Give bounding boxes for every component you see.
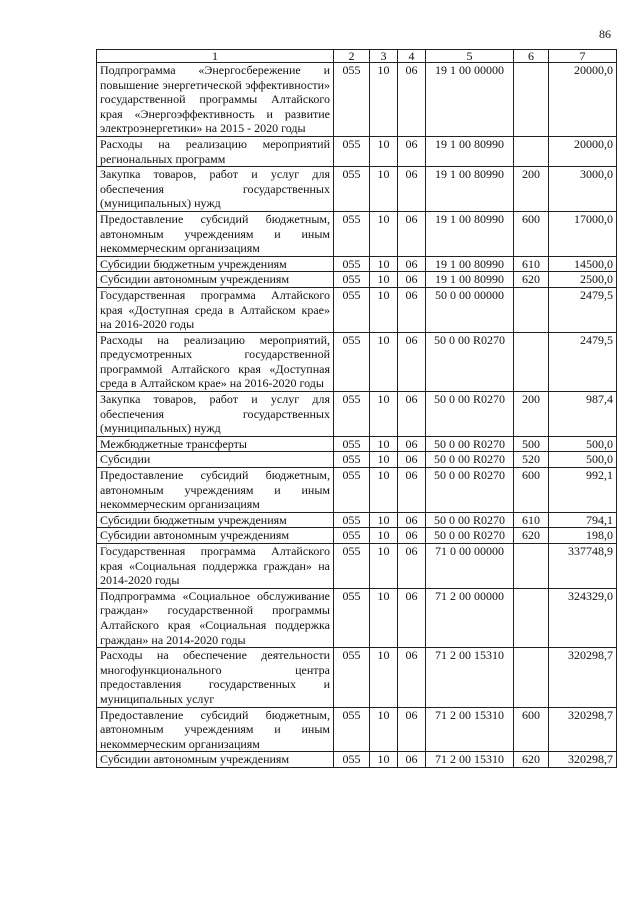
admin-code-cell: 055: [334, 588, 370, 647]
table-row: [97, 136, 617, 166]
row-name-cell: Предоставление субсидий бюджетным, автономным учреждениям и иным некоммерческим организациям: [97, 707, 334, 752]
table-row: [97, 272, 617, 288]
section-code-cell: 10: [370, 648, 398, 707]
expense-type-cell: [514, 287, 549, 332]
expense-type-cell: 200: [514, 167, 549, 212]
subsection-code-cell: 06: [398, 752, 426, 768]
row-name-cell: Закупка товаров, работ и услуг для обеспечения государственных (муниципальных) нужд: [97, 392, 334, 437]
subsection-code-cell: 06: [398, 528, 426, 544]
amount-cell: 20000,0: [549, 63, 617, 137]
subsection-code-cell: 06: [398, 287, 426, 332]
expense-type-cell: 620: [514, 528, 549, 544]
subsection-code-cell: 06: [398, 452, 426, 468]
amount-cell: 500,0: [549, 452, 617, 468]
table-row: [97, 452, 617, 468]
admin-code-cell: 055: [334, 468, 370, 513]
subsection-code-cell: 06: [398, 136, 426, 166]
amount-cell: 337748,9: [549, 544, 617, 589]
page-number: 86: [599, 27, 611, 41]
amount-cell: 2479,5: [549, 332, 617, 391]
row-name-cell: Подпрограмма «Социальное обслуживание граждан» государственной программы Алтайского края «Социальная поддержка граждан» на 2014-2020 годы: [97, 588, 334, 647]
admin-code-cell: 055: [334, 436, 370, 452]
expense-type-cell: 200: [514, 392, 549, 437]
column-header: 2: [334, 50, 370, 63]
subsection-code-cell: 06: [398, 167, 426, 212]
section-code-cell: 10: [370, 752, 398, 768]
section-code-cell: 10: [370, 211, 398, 256]
column-header: 4: [398, 50, 426, 63]
target-code-cell: 71 2 00 15310: [426, 707, 514, 752]
table-row: [97, 468, 617, 513]
expense-type-cell: [514, 136, 549, 166]
row-name-cell: Расходы на реализацию мероприятий, предусмотренных государственной программой Алтайского края «Доступная среда в Алтайском крае» на 2016-2020 годы: [97, 332, 334, 391]
table-row: [97, 544, 617, 589]
row-name-cell: Расходы на обеспечение деятельности многофункционального центра предоставления государственных и муниципальных услуг: [97, 648, 334, 707]
target-code-cell: 50 0 00 R0270: [426, 392, 514, 437]
target-code-cell: 71 2 00 00000: [426, 588, 514, 647]
expense-type-cell: [514, 588, 549, 647]
target-code-cell: 19 1 00 80990: [426, 136, 514, 166]
column-header: 3: [370, 50, 398, 63]
column-header: 5: [426, 50, 514, 63]
target-code-cell: 50 0 00 R0270: [426, 512, 514, 528]
expense-type-cell: 600: [514, 707, 549, 752]
table-row: [97, 63, 617, 137]
amount-cell: 14500,0: [549, 256, 617, 272]
table-row: [97, 707, 617, 752]
target-code-cell: 50 0 00 00000: [426, 287, 514, 332]
admin-code-cell: 055: [334, 256, 370, 272]
expense-type-cell: 600: [514, 468, 549, 513]
target-code-cell: 19 1 00 00000: [426, 63, 514, 137]
subsection-code-cell: 06: [398, 648, 426, 707]
section-code-cell: 10: [370, 332, 398, 391]
amount-cell: 3000,0: [549, 167, 617, 212]
admin-code-cell: 055: [334, 63, 370, 137]
admin-code-cell: 055: [334, 392, 370, 437]
section-code-cell: 10: [370, 512, 398, 528]
amount-cell: 320298,7: [549, 707, 617, 752]
expense-type-cell: [514, 648, 549, 707]
column-header: 1: [97, 50, 334, 63]
table-row: [97, 588, 617, 647]
row-name-cell: Субсидии бюджетным учреждениям: [97, 256, 334, 272]
table-row: [97, 512, 617, 528]
amount-cell: 320298,7: [549, 752, 617, 768]
column-header: 6: [514, 50, 549, 63]
subsection-code-cell: 06: [398, 468, 426, 513]
subsection-code-cell: 06: [398, 512, 426, 528]
admin-code-cell: 055: [334, 287, 370, 332]
table-row: [97, 752, 617, 768]
target-code-cell: 19 1 00 80990: [426, 272, 514, 288]
admin-code-cell: 055: [334, 452, 370, 468]
amount-cell: 2479,5: [549, 287, 617, 332]
section-code-cell: 10: [370, 392, 398, 437]
target-code-cell: 50 0 00 R0270: [426, 452, 514, 468]
subsection-code-cell: 06: [398, 272, 426, 288]
expense-type-cell: 610: [514, 256, 549, 272]
subsection-code-cell: 06: [398, 707, 426, 752]
section-code-cell: 10: [370, 452, 398, 468]
table-row: [97, 211, 617, 256]
section-code-cell: 10: [370, 544, 398, 589]
section-code-cell: 10: [370, 272, 398, 288]
admin-code-cell: 055: [334, 332, 370, 391]
target-code-cell: 50 0 00 R0270: [426, 528, 514, 544]
amount-cell: 794,1: [549, 512, 617, 528]
amount-cell: 20000,0: [549, 136, 617, 166]
target-code-cell: 19 1 00 80990: [426, 256, 514, 272]
expense-type-cell: 600: [514, 211, 549, 256]
amount-cell: 992,1: [549, 468, 617, 513]
row-name-cell: Подпрограмма «Энергосбережение и повышение энергетической эффективности» государственной программы Алтайского края «Энергоэффективность и развитие электроэнергетики» на 2015 - 2020 годы: [97, 63, 334, 137]
row-name-cell: Расходы на реализацию мероприятий региональных программ: [97, 136, 334, 166]
amount-cell: 324329,0: [549, 588, 617, 647]
target-code-cell: 71 0 00 00000: [426, 544, 514, 589]
table-row: [97, 287, 617, 332]
table-row: [97, 332, 617, 391]
subsection-code-cell: 06: [398, 544, 426, 589]
admin-code-cell: 055: [334, 528, 370, 544]
amount-cell: 2500,0: [549, 272, 617, 288]
column-header: 7: [549, 50, 617, 63]
admin-code-cell: 055: [334, 648, 370, 707]
admin-code-cell: 055: [334, 752, 370, 768]
admin-code-cell: 055: [334, 211, 370, 256]
admin-code-cell: 055: [334, 136, 370, 166]
section-code-cell: 10: [370, 436, 398, 452]
admin-code-cell: 055: [334, 167, 370, 212]
row-name-cell: Закупка товаров, работ и услуг для обеспечения государственных (муниципальных) нужд: [97, 167, 334, 212]
header-row: [97, 50, 617, 63]
budget-table: [96, 49, 617, 768]
expense-type-cell: 620: [514, 272, 549, 288]
row-name-cell: Государственная программа Алтайского края «Доступная среда в Алтайском крае» на 2016-2020 годы: [97, 287, 334, 332]
admin-code-cell: 055: [334, 272, 370, 288]
expense-type-cell: 620: [514, 752, 549, 768]
expense-type-cell: 520: [514, 452, 549, 468]
table-row: [97, 392, 617, 437]
amount-cell: 17000,0: [549, 211, 617, 256]
row-name-cell: Предоставление субсидий бюджетным, автономным учреждениям и иным некоммерческим организациям: [97, 468, 334, 513]
row-name-cell: Субсидии бюджетным учреждениям: [97, 512, 334, 528]
amount-cell: 987,4: [549, 392, 617, 437]
target-code-cell: 19 1 00 80990: [426, 167, 514, 212]
target-code-cell: 50 0 00 R0270: [426, 332, 514, 391]
target-code-cell: 50 0 00 R0270: [426, 468, 514, 513]
section-code-cell: 10: [370, 707, 398, 752]
target-code-cell: 19 1 00 80990: [426, 211, 514, 256]
target-code-cell: 71 2 00 15310: [426, 752, 514, 768]
amount-cell: 320298,7: [549, 648, 617, 707]
expense-type-cell: 610: [514, 512, 549, 528]
row-name-cell: Субсидии автономным учреждениям: [97, 528, 334, 544]
table-row: [97, 256, 617, 272]
admin-code-cell: 055: [334, 512, 370, 528]
section-code-cell: 10: [370, 63, 398, 137]
expense-type-cell: [514, 63, 549, 137]
subsection-code-cell: 06: [398, 436, 426, 452]
subsection-code-cell: 06: [398, 392, 426, 437]
subsection-code-cell: 06: [398, 211, 426, 256]
table-row: [97, 167, 617, 212]
expense-type-cell: [514, 544, 549, 589]
row-name-cell: Субсидии: [97, 452, 334, 468]
admin-code-cell: 055: [334, 707, 370, 752]
section-code-cell: 10: [370, 588, 398, 647]
row-name-cell: Субсидии автономным учреждениям: [97, 752, 334, 768]
table-row: [97, 436, 617, 452]
section-code-cell: 10: [370, 468, 398, 513]
expense-type-cell: 500: [514, 436, 549, 452]
subsection-code-cell: 06: [398, 588, 426, 647]
expense-type-cell: [514, 332, 549, 391]
table-row: [97, 528, 617, 544]
row-name-cell: Предоставление субсидий бюджетным, автономным учреждениям и иным некоммерческим организациям: [97, 211, 334, 256]
target-code-cell: 71 2 00 15310: [426, 648, 514, 707]
section-code-cell: 10: [370, 528, 398, 544]
subsection-code-cell: 06: [398, 256, 426, 272]
admin-code-cell: 055: [334, 544, 370, 589]
target-code-cell: 50 0 00 R0270: [426, 436, 514, 452]
table-row: [97, 648, 617, 707]
amount-cell: 500,0: [549, 436, 617, 452]
row-name-cell: Государственная программа Алтайского края «Социальная поддержка граждан» на 2014-2020 годы: [97, 544, 334, 589]
row-name-cell: Межбюджетные трансферты: [97, 436, 334, 452]
subsection-code-cell: 06: [398, 332, 426, 391]
subsection-code-cell: 06: [398, 63, 426, 137]
section-code-cell: 10: [370, 136, 398, 166]
section-code-cell: 10: [370, 287, 398, 332]
section-code-cell: 10: [370, 256, 398, 272]
row-name-cell: Субсидии автономным учреждениям: [97, 272, 334, 288]
section-code-cell: 10: [370, 167, 398, 212]
amount-cell: 198,0: [549, 528, 617, 544]
